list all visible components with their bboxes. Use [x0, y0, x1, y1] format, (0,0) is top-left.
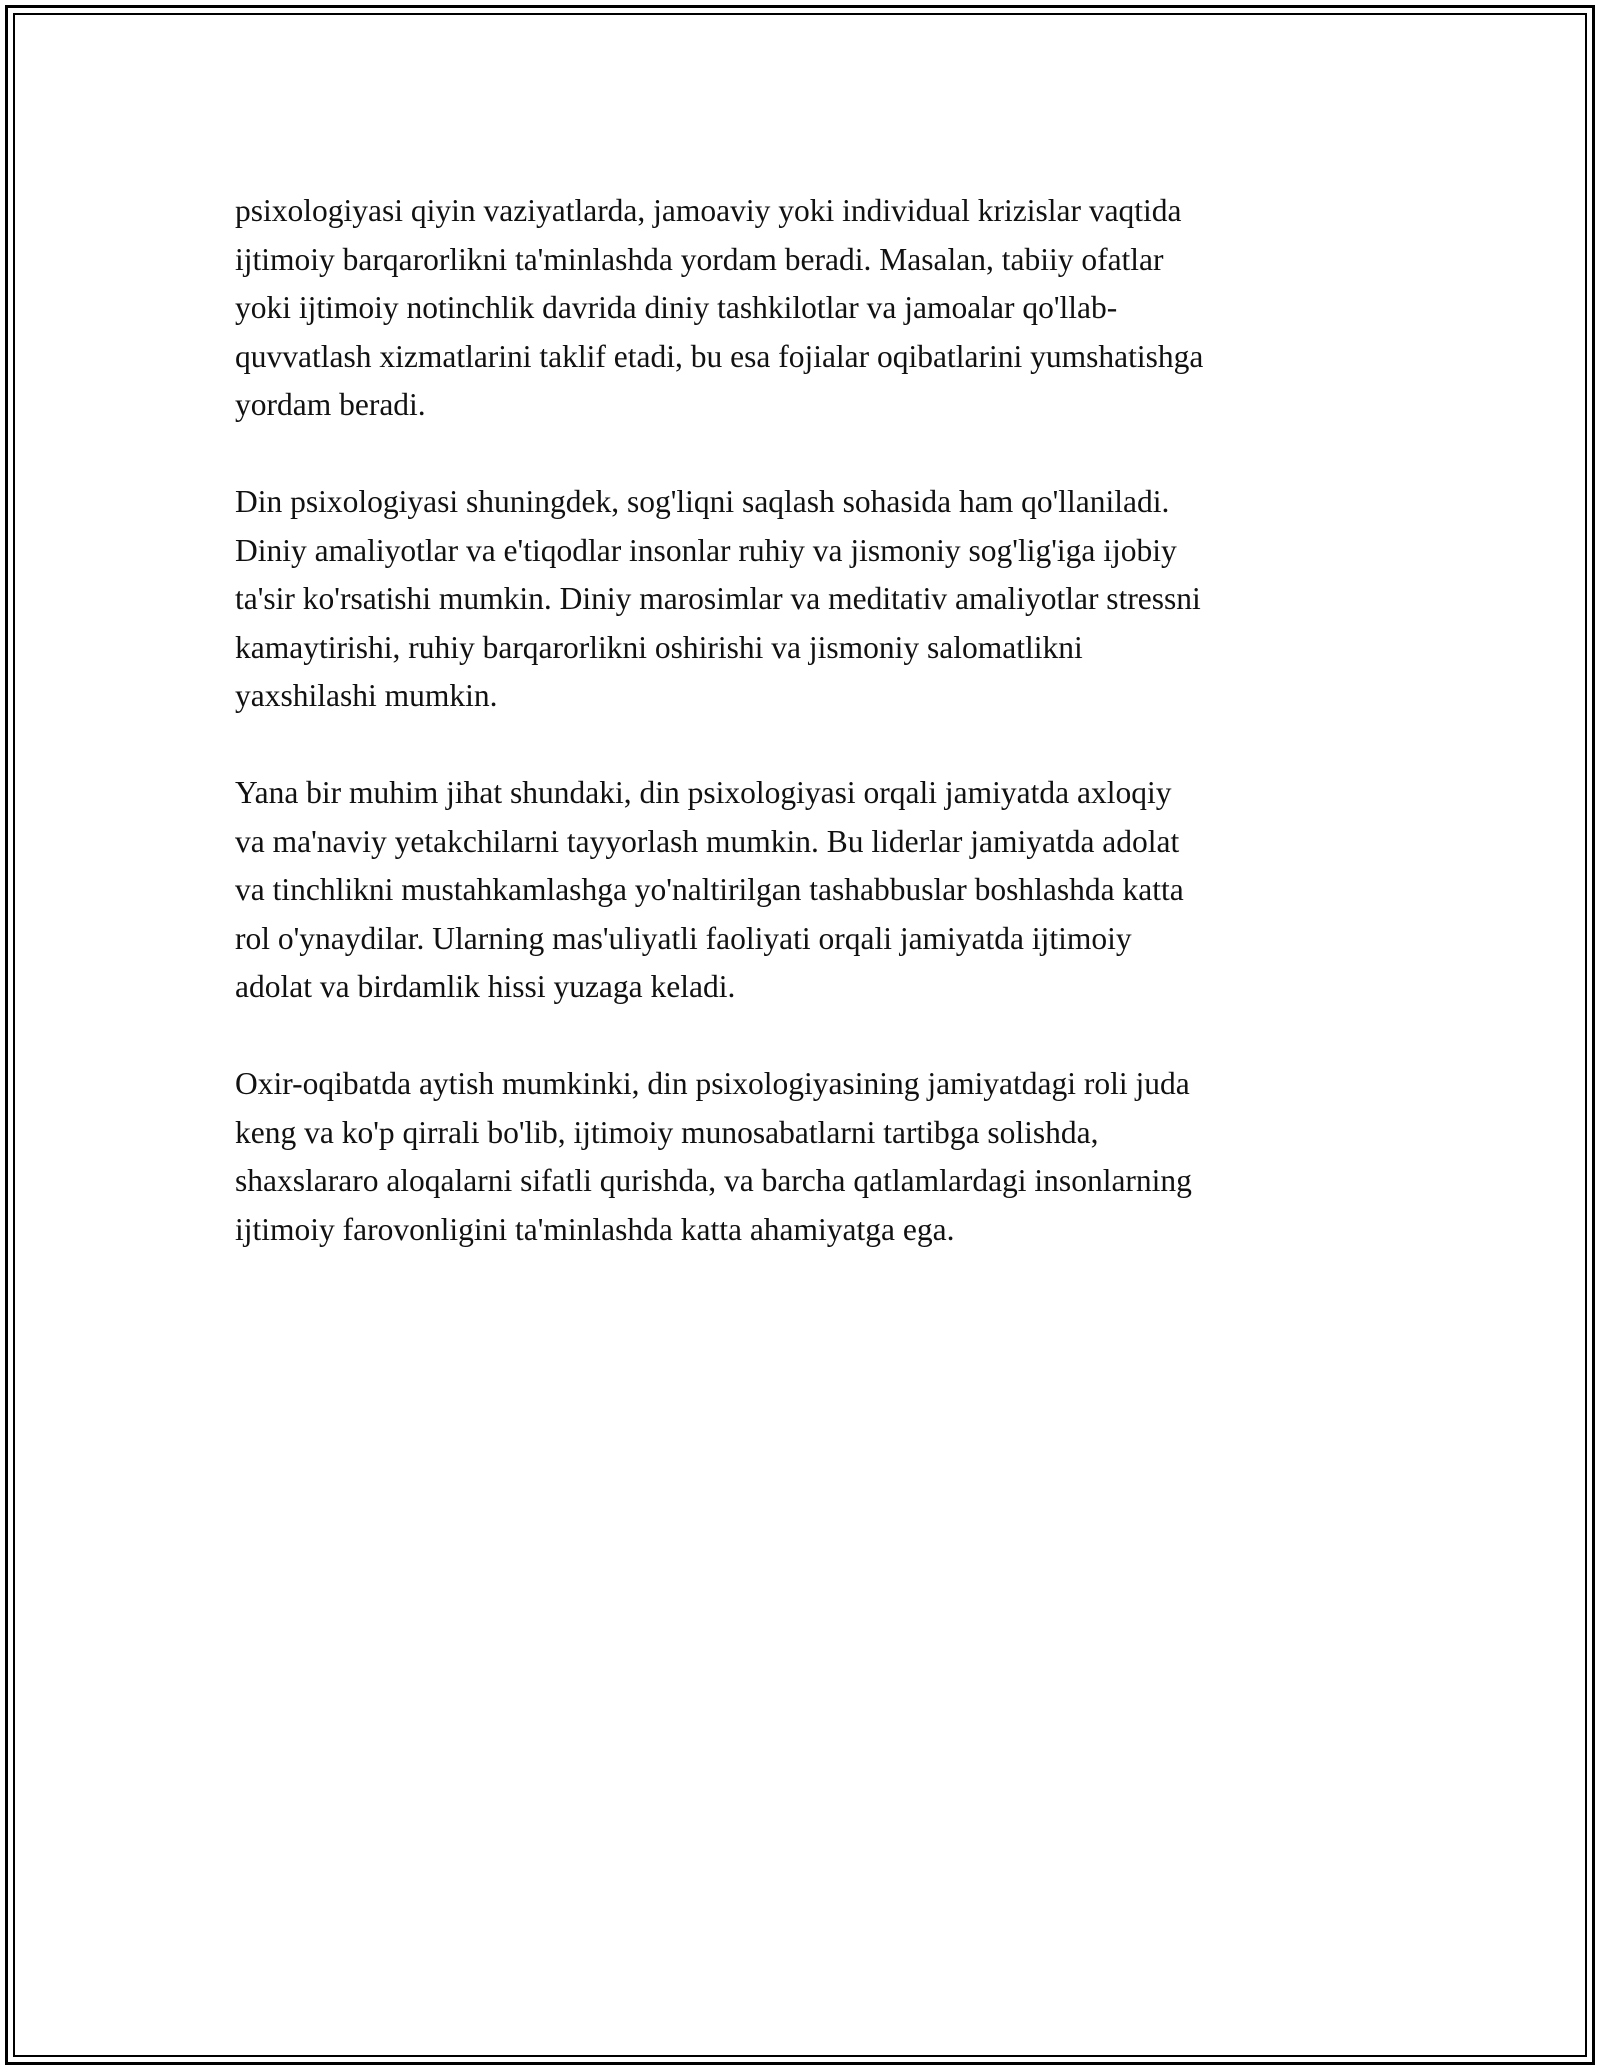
text-line: Din psixologiyasi shuningdek, sog'liqni saqlash sohasida ham qo'llaniladi. — [235, 484, 1170, 519]
paragraph-1 — [235, 187, 1365, 430]
text-line: yordam beradi. — [235, 387, 426, 422]
paragraph-4 — [235, 1060, 1365, 1254]
text-line: rol o'ynaydilar. Ularning mas'uliyatli faoliyati orqali jamiyatda ijtimoiy — [235, 920, 1132, 956]
text-line: ijtimoiy barqarorlikni ta'minlashda yordam beradi. Masalan, tabiiy ofatlar — [235, 241, 1164, 277]
text-line: kamaytirishi, ruhiy barqarorlikni oshirishi va jismoniy salomatlikni — [235, 629, 1083, 665]
text-line: keng va ko'p qirrali bo'lib, ijtimoiy munosabatlarni tartibga solishda, — [235, 1114, 1099, 1150]
paragraph-2 — [235, 478, 1365, 721]
text-line: psixologiyasi qiyin vaziyatlarda, jamoaviy yoki individual krizislar vaqtida — [235, 193, 1182, 228]
text-line: ijtimoiy farovonligini ta'minlashda katta ahamiyatga ega. — [235, 1211, 955, 1247]
text-line: Yana bir muhim jihat shundaki, din psixologiyasi orqali jamiyatda axloqiy — [235, 775, 1172, 810]
text-line: yaxshilashi mumkin. — [235, 678, 498, 713]
text-line: Diniy amaliyotlar va e'tiqodlar insonlar ruhiy va jismoniy sog'lig'iga ijobiy — [235, 532, 1177, 568]
text-line: quvvatlash xizmatlarini taklif etadi, bu esa fojialar oqibatlarini yumshatishga — [235, 338, 1204, 374]
text-line: adolat va birdamlik hissi yuzaga keladi. — [235, 969, 736, 1004]
text-line: ta'sir ko'rsatishi mumkin. Diniy marosimlar va meditativ amaliyotlar stressni — [235, 581, 1201, 616]
document-body — [235, 187, 1365, 1303]
text-line: va tinchlikni mustahkamlashga yo'naltirilgan tashabbuslar boshlashda katta — [235, 872, 1184, 907]
paragraph-3 — [235, 769, 1365, 1012]
text-line: Oxir-oqibatda aytish mumkinki, din psixologiyasining jamiyatdagi roli juda — [235, 1066, 1190, 1101]
text-line: yoki ijtimoiy notinchlik davrida diniy tashkilotlar va jamoalar qo'llab- — [235, 290, 1118, 325]
text-line: va ma'naviy yetakchilarni tayyorlash mumkin. Bu liderlar jamiyatda adolat — [235, 823, 1180, 859]
text-line: shaxslararo aloqalarni sifatli qurishda, va barcha qatlamlardagi insonlarning — [235, 1163, 1192, 1198]
